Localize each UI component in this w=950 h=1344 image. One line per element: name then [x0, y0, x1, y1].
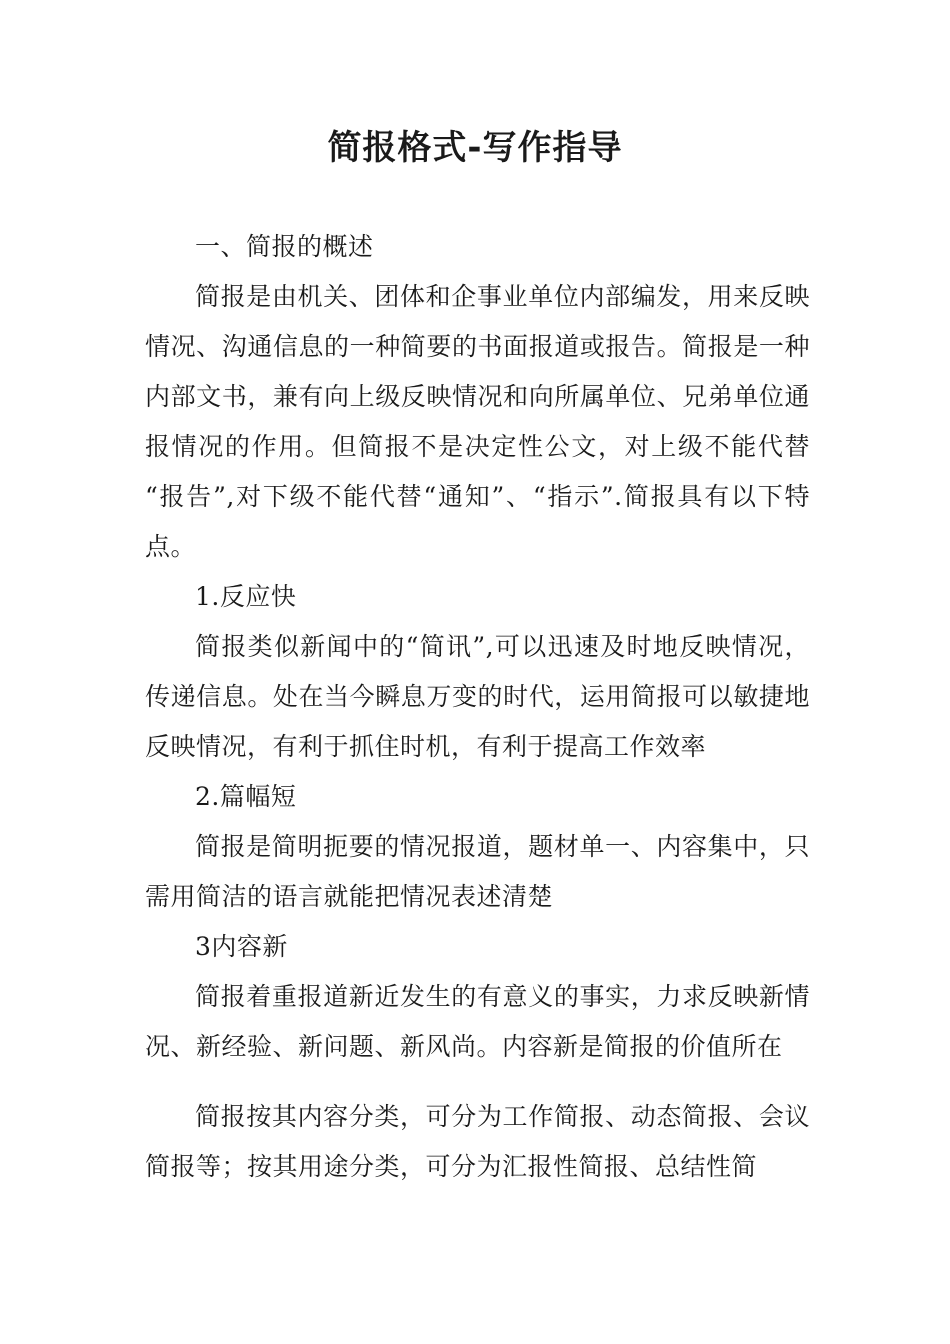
section-heading: 一、简报的概述 [195, 232, 374, 261]
paragraph-gap [145, 1072, 810, 1092]
paragraph: 简报是简明扼要的情况报道，题材单一、内容集中，只需用简洁的语言就能把情况表述清楚 [145, 832, 810, 911]
document-title: 简报格式-写作指导 [327, 128, 623, 168]
paragraph: 简报着重报道新近发生的有意义的事实，力求反映新情况、新经验、新问题、新风尚。内容新是简报的价值所在 [145, 982, 810, 1061]
paragraph: 简报是由机关、团体和企事业单位内部编发，用来反映情况、沟通信息的一种简要的书面报道或报告。简报是一种内部文书，兼有向上级反映情况和向所属单位、兄弟单位通报情况的作用。但简报不是决定性公文，对上级不能代替 “报告”,对下级不能代替“通知”、“指示”.简报具有以下特点。 [145, 282, 810, 561]
feature-heading: 3内容新 [195, 932, 288, 961]
document-body [145, 222, 810, 1192]
paragraph: 简报类似新闻中的“简讯”,可以迅速及时地反映情况，传递信息。处在当今瞬息万变的时代，运用简报可以敏捷地反映情况，有利于抓住时机，有利于提高工作效率 [145, 632, 810, 761]
feature-heading: 1.反应快 [195, 582, 297, 611]
paragraph: 简报按其内容分类，可分为工作简报、动态简报、会议简报等；按其用途分类，可分为汇报性简报、总结性简 [145, 1102, 810, 1181]
feature-heading: 2.篇幅短 [195, 782, 297, 811]
